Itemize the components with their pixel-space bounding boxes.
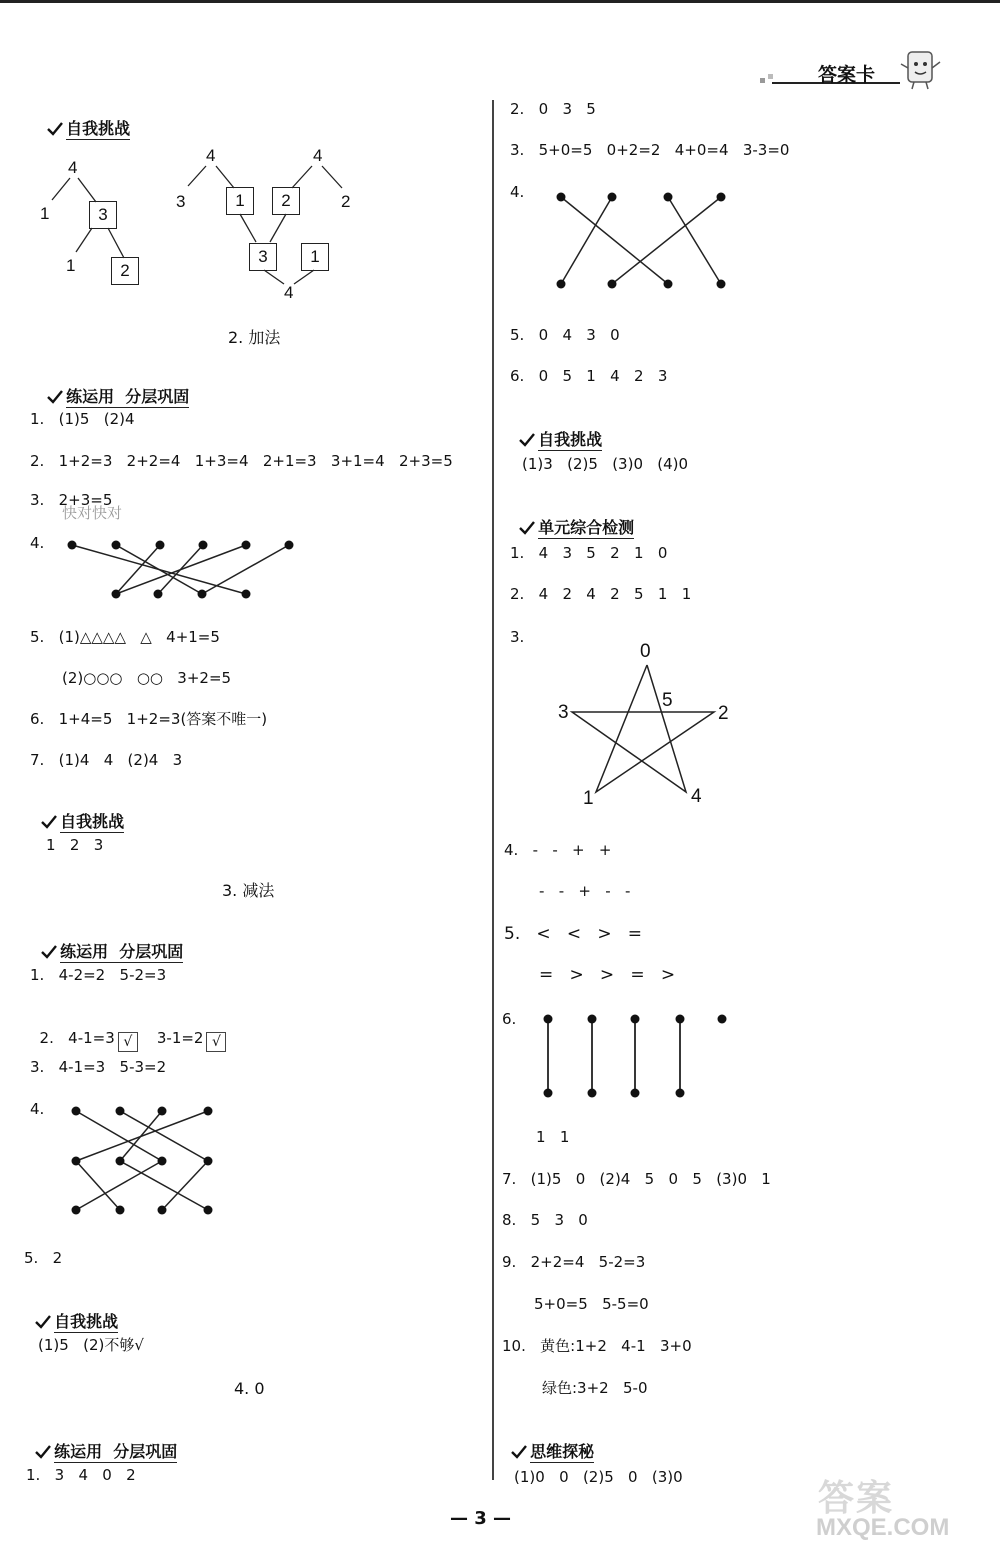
check-icon bbox=[41, 815, 57, 829]
tree-a-box2: 2 bbox=[111, 257, 139, 285]
column-divider bbox=[492, 100, 494, 1480]
answer-line: 2. 0 3 5 bbox=[510, 100, 596, 118]
check-icon bbox=[519, 521, 535, 535]
answer-line: 4. - - + + bbox=[504, 841, 612, 859]
check-icon bbox=[47, 122, 63, 136]
watermark-url: MXQE.COM bbox=[816, 1514, 950, 1541]
answer-line: (1)3 (2)5 (3)0 (4)0 bbox=[522, 455, 689, 473]
star-label-bottom-left: 1 bbox=[583, 788, 594, 809]
answer-line: 9. 2+2=4 5-2=3 bbox=[502, 1253, 646, 1271]
chapter-title-addition: 2. 加法 bbox=[228, 328, 281, 347]
answer-line: 10. 黄色:1+2 4-1 3+0 bbox=[502, 1337, 692, 1355]
answer-line: 1. 4-2=2 5-2=3 bbox=[30, 966, 167, 984]
section-self-challenge-1: 自我挑战 bbox=[36, 99, 130, 139]
section-self-challenge-3: 自我挑战 bbox=[24, 1292, 118, 1332]
answer-line: (1)0 0 (2)5 0 (3)0 bbox=[514, 1468, 683, 1486]
tree-a-box1: 3 bbox=[89, 201, 117, 229]
answer-line: 7. (1)4 4 (2)4 3 bbox=[30, 751, 183, 769]
answer-line: 5+0=5 5-5=0 bbox=[534, 1295, 649, 1313]
answer-line: 1. 3 4 0 2 bbox=[26, 1466, 136, 1484]
answer-line: - - + - - bbox=[539, 882, 631, 900]
answer-line: 4. bbox=[510, 183, 525, 201]
answer-line: 3. 4-1=3 5-3=2 bbox=[30, 1058, 167, 1076]
tree-c-top: 4 bbox=[313, 146, 323, 165]
star-label-top: 0 bbox=[640, 641, 651, 662]
answer-line: 1. (1)5 (2)4 bbox=[30, 410, 135, 428]
page-number: — 3 — bbox=[450, 1508, 512, 1529]
chapter-title-subtraction: 3. 减法 bbox=[222, 881, 275, 900]
answer-line: 1. 4 3 5 2 1 0 bbox=[510, 544, 668, 562]
section-unit-test: 单元综合检测 bbox=[508, 498, 634, 538]
answer-line: 5. < < > = bbox=[504, 924, 643, 944]
answer-line: 2. 4-1=3 √ 3-1=2 √ bbox=[30, 1011, 226, 1052]
mascot-icon bbox=[898, 46, 944, 92]
check-icon bbox=[35, 1315, 51, 1329]
check-icon bbox=[511, 1445, 527, 1459]
tree-b-left: 3 bbox=[176, 192, 186, 211]
tree-a-left: 1 bbox=[40, 204, 50, 223]
tree-d-bottom: 4 bbox=[284, 283, 294, 302]
check-icon bbox=[35, 1445, 51, 1459]
watermark-text: 快对快对 bbox=[62, 504, 123, 522]
answer-line: 3. bbox=[510, 628, 525, 646]
answer-line: 6. bbox=[502, 1010, 517, 1028]
tree-c-right: 2 bbox=[341, 192, 351, 211]
section-self-challenge-4: 自我挑战 bbox=[508, 410, 602, 450]
star-label-left: 3 bbox=[558, 702, 569, 723]
section-practice-3: 练运用 分层巩固 bbox=[24, 1422, 177, 1462]
answer-line: (1)5 (2)不够√ bbox=[38, 1336, 144, 1354]
answer-line: 4. bbox=[30, 534, 45, 552]
check-icon bbox=[519, 433, 535, 447]
checkbox-checked: √ bbox=[118, 1032, 138, 1052]
answer-line: = > > = > bbox=[539, 965, 676, 985]
answer-line: 6. 0 5 1 4 2 3 bbox=[510, 367, 668, 385]
answer-line: 绿色:3+2 5-0 bbox=[542, 1379, 648, 1397]
answer-line: 2. 4 2 4 2 5 1 1 bbox=[510, 585, 692, 603]
answer-line: 7. (1)5 0 (2)4 5 0 5 (3)0 1 bbox=[502, 1170, 771, 1188]
answer-line: 3. 2+3=5 bbox=[30, 491, 113, 509]
tree-d-box1: 3 bbox=[249, 243, 277, 271]
star-label-right: 2 bbox=[718, 703, 729, 724]
answer-line: 5. (1)△△△△ △ 4+1=5 bbox=[30, 628, 220, 646]
star-label-inner: 5 bbox=[662, 690, 673, 711]
checkbox-checked: √ bbox=[206, 1032, 226, 1052]
tree-b-box: 1 bbox=[226, 187, 254, 215]
answer-line: 8. 5 3 0 bbox=[502, 1211, 588, 1229]
page-title: 答案卡 bbox=[818, 64, 876, 86]
tree-a-left2: 1 bbox=[66, 256, 76, 275]
answer-line: 1 1 bbox=[536, 1128, 570, 1146]
section-thinking: 思维探秘 bbox=[500, 1422, 594, 1462]
answer-line: 6. 1+4=5 1+2=3(答案不唯一) bbox=[30, 710, 268, 728]
section-self-challenge-2: 自我挑战 bbox=[30, 792, 124, 832]
tree-d-box2: 1 bbox=[301, 243, 329, 271]
check-icon bbox=[47, 390, 63, 404]
answer-line: (2)○○○ ○○ 3+2=5 bbox=[62, 669, 232, 687]
answer-line: 1 2 3 bbox=[46, 836, 104, 854]
watermark-logo: 答案 MXQE.COM bbox=[816, 1478, 950, 1541]
check-icon bbox=[41, 945, 57, 959]
tree-c-box: 2 bbox=[272, 187, 300, 215]
chapter-title-zero: 4. 0 bbox=[234, 1379, 265, 1398]
answer-line: 5. 2 bbox=[24, 1249, 63, 1267]
answer-line: 3. 5+0=5 0+2=2 4+0=4 3-3=0 bbox=[510, 141, 790, 159]
section-practice-1: 练运用 分层巩固 bbox=[36, 367, 189, 407]
tree-b-top: 4 bbox=[206, 146, 216, 165]
tree-a-top: 4 bbox=[68, 158, 78, 177]
answer-line: 4. bbox=[30, 1100, 45, 1118]
top-border bbox=[0, 0, 1000, 3]
star-label-bottom-right: 4 bbox=[691, 786, 702, 807]
answer-line: 5. 0 4 3 0 bbox=[510, 326, 620, 344]
answer-line: 2. 1+2=3 2+2=4 1+3=4 2+1=3 3+1=4 2+3=5 bbox=[30, 452, 453, 470]
section-practice-2: 练运用 分层巩固 bbox=[30, 922, 183, 962]
